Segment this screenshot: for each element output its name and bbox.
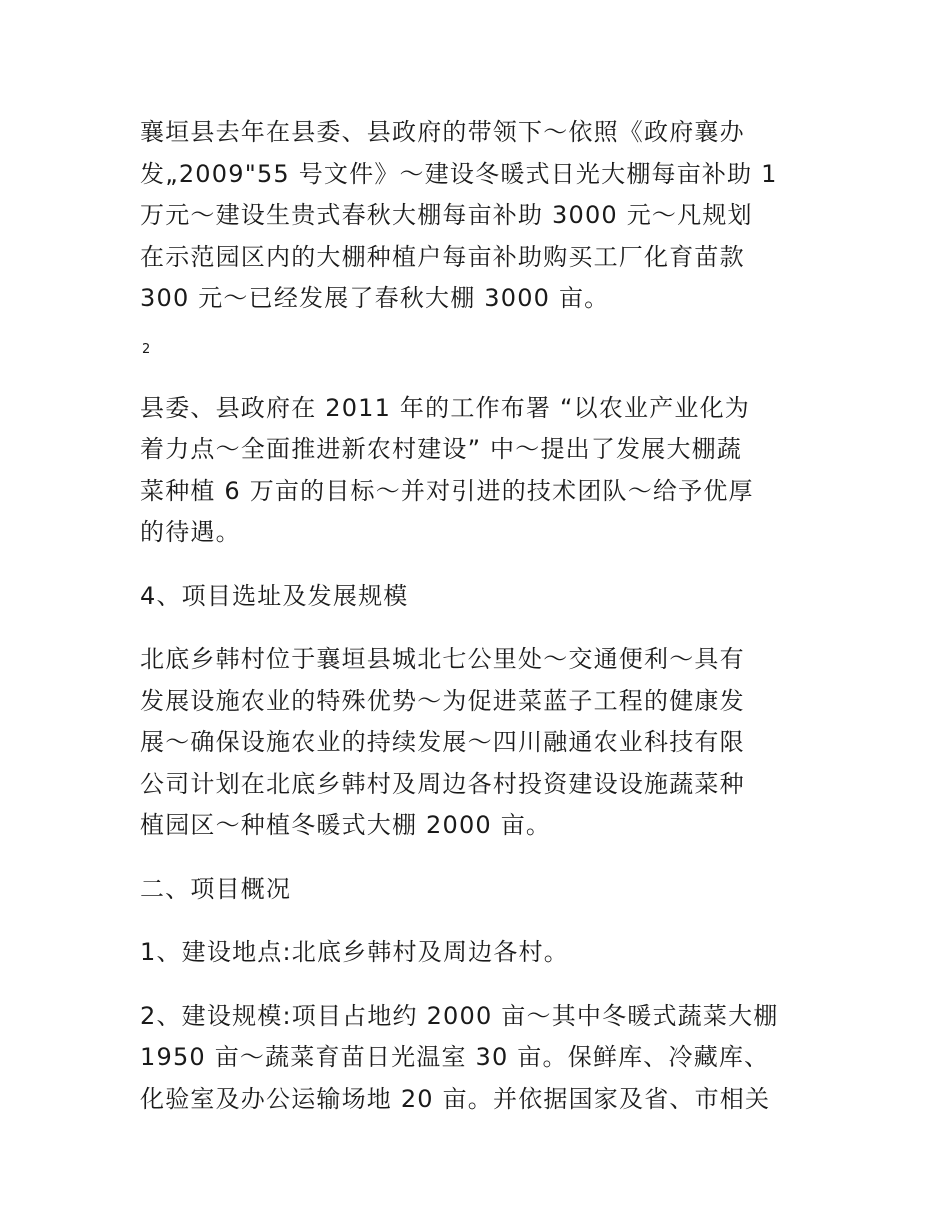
text-line: 的待遇。 (140, 518, 241, 546)
text-line: 北底乡韩村位于襄垣县城北七公里处～交通便利～具有 (140, 645, 745, 673)
section-heading-project-overview: 二、项目概况 (140, 874, 292, 903)
footnote-marker: 2 (142, 341, 151, 357)
item-construction-location: 1、建设地点:北底乡韩村及周边各村。 (140, 938, 569, 966)
text-line: 300 元～已经发展了春秋大棚 3000 亩。 (140, 284, 610, 312)
text-line: 在示范园区内的大棚种植户每亩补助购买工厂化育苗款 (140, 242, 745, 271)
text-line: 公司计划在北底乡韩村及周边各村投资建设设施蔬菜种 (140, 769, 745, 798)
paragraph-site-description (140, 639, 820, 847)
text-line: 万元～建设生贵式春秋大棚每亩补助 3000 元～凡规划 (140, 201, 753, 229)
text-line: 化验室及办公运输场地 20 亩。并依据国家及省、市相关 (140, 1084, 771, 1113)
text-line: 1950 亩～蔬菜育苗日光温室 30 亩。保鲜库、冷藏库、 (140, 1043, 770, 1071)
paragraph-subsidy-policy (140, 112, 820, 320)
text-line: 发„2009"55 号文件》～建设冬暖式日光大棚每亩补助 1 (140, 159, 778, 188)
text-line: 襄垣县去年在县委、县政府的带领下～依照《政府襄办 (140, 118, 745, 146)
paragraph-work-plan (140, 388, 820, 554)
text-line: 2、建设规模:项目占地约 2000 亩～其中冬暖式蔬菜大棚 (140, 1001, 779, 1030)
text-line: 展～确保设施农业的持续发展～四川融通农业科技有限 (140, 728, 745, 756)
text-line: 植园区～种植冬暖式大棚 2000 亩。 (140, 811, 552, 839)
text-line: 县委、县政府在 2011 年的工作布署 “以农业产业化为 (140, 393, 750, 422)
text-line: 发展设施农业的特殊优势～为促进菜蓝子工程的健康发 (140, 686, 745, 715)
text-line: 着力点～全面推进新农村建设” 中～提出了发展大棚蔬 (140, 435, 743, 463)
paragraph-construction-scale (140, 996, 820, 1121)
text-line: 菜种植 6 万亩的目标～并对引进的技术团队～给予优厚 (140, 476, 754, 505)
section-heading-site-selection: 4、项目选址及发展规模 (140, 581, 409, 610)
